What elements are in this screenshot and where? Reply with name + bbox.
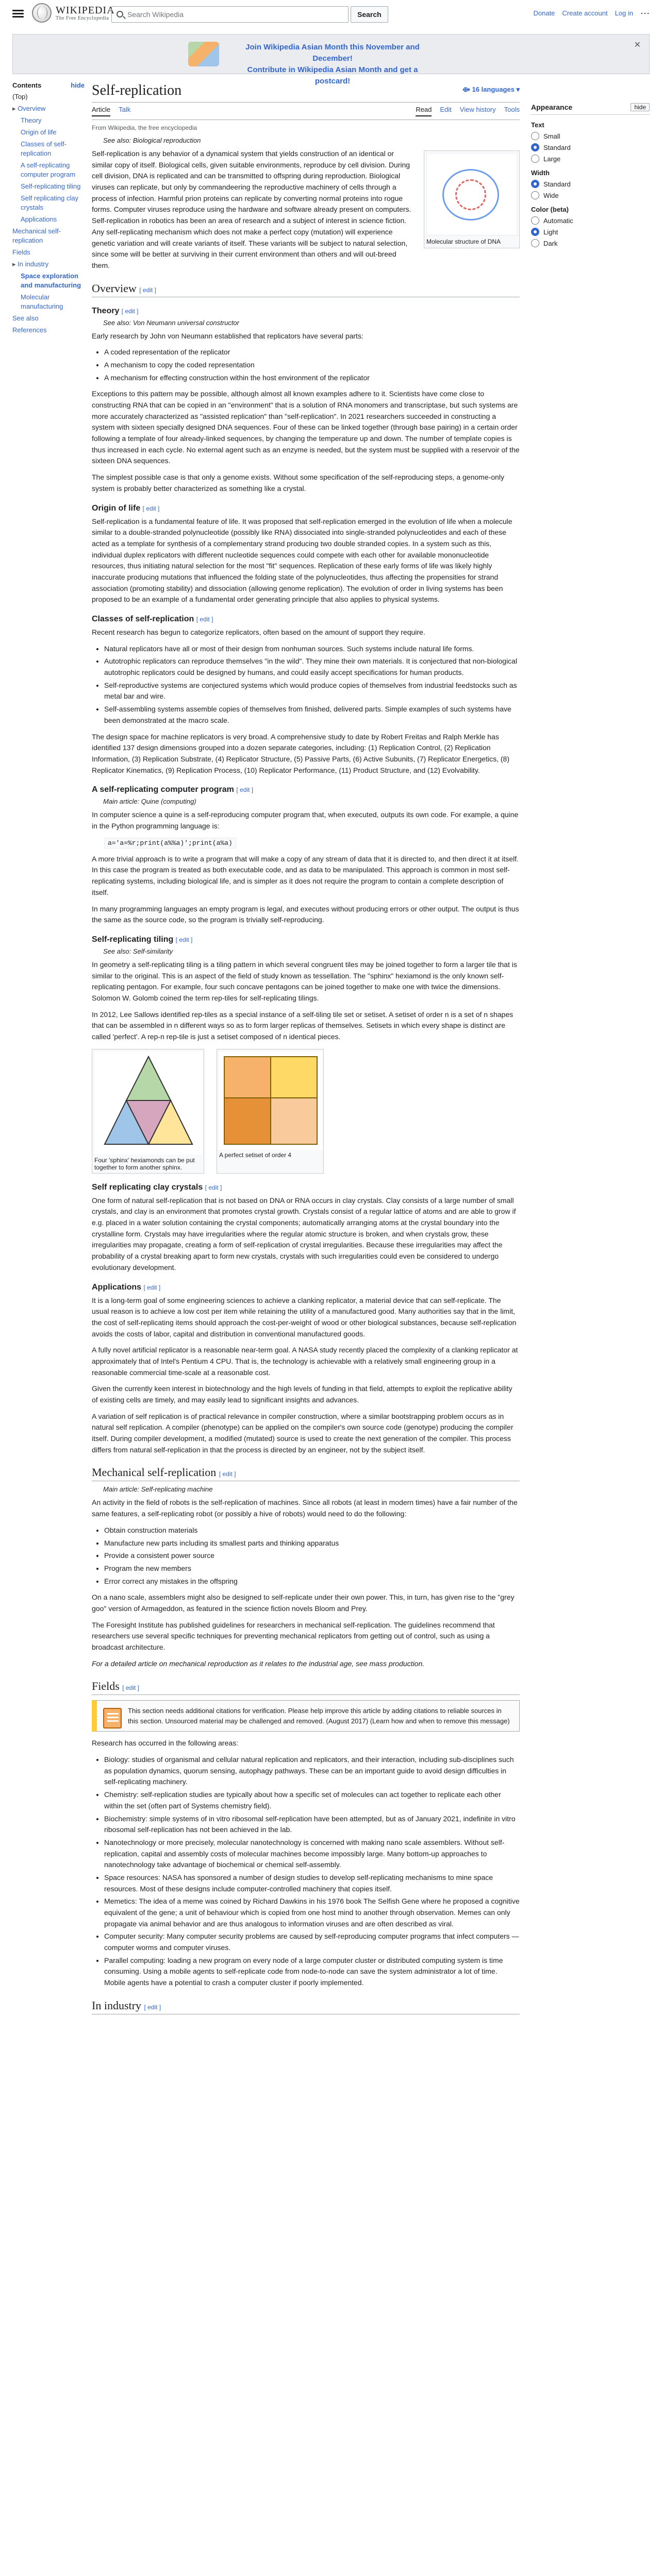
toc-hide-button[interactable]: hide — [71, 81, 85, 89]
toc-item[interactable]: References — [12, 326, 47, 334]
paragraph: In many programming languages an empty program is legal, and executes without producing errors or other output. The output is thus the same as the source code, so the program is trivially self-reproducing. — [92, 904, 519, 924]
appearance-hide-button[interactable]: hide — [631, 103, 650, 111]
tab-read[interactable]: Read — [416, 106, 432, 116]
search-icon — [117, 11, 123, 18]
list-item: • Self-assembling systems assemble copies of themselves from finished, delivered parts. Simple examples of such systems have been demonstrated at the macro scale. — [104, 704, 520, 726]
paragraph: Recent research has begun to categorize replicators, often based on the amount of support they require. — [92, 628, 425, 636]
appearance-title: Appearance — [531, 103, 573, 111]
heading-applications: Applications — [92, 1282, 142, 1292]
list-item: • Nanotechnology or more precisely, molecular nanotechnology is concerned with making nano scale assemblers. Without self-replication, capital and assembly costs of molecular machines become impossibly large. Many bottom-up approaches to nanotechnology take advantage of biochemical or chemical self-assembly. — [104, 1837, 520, 1871]
list-item: • Parallel computing: loading a new program on every node of a large computer cluster or distributed computing system is time consuming. Using a mobile agents to self-replicate code from node-to-node can save the system administrator a lot of time. Mobile agents have a potential to crash a computer cluster if poorly implemented. — [104, 1955, 520, 1989]
hatnote: See also: Biological reproduction — [103, 137, 201, 144]
toc-title: Contents — [12, 81, 42, 89]
width-label: Width — [531, 169, 550, 177]
appearance-panel — [531, 103, 650, 250]
theory-list — [92, 347, 520, 383]
toc-item[interactable]: (Top) — [12, 93, 28, 100]
heading-computer-program: A self-replicating computer program — [92, 785, 234, 794]
banner-illustration — [188, 42, 219, 66]
close-icon[interactable]: ✕ — [634, 41, 641, 49]
search-placeholder: Search Wikipedia — [127, 10, 184, 19]
radio-color-dark[interactable]: Dark — [531, 239, 650, 247]
page-title: Self-replication — [92, 82, 182, 98]
setiset-figure — [217, 1049, 324, 1174]
main-menu-button[interactable] — [12, 8, 24, 20]
toc-item[interactable]: Self replicating clay crystals — [21, 194, 78, 211]
radio-color-light[interactable]: Light — [531, 228, 650, 236]
paragraph: A more trivial approach is to write a program that will make a copy of any stream of data that it is directed to, and then direct it at itself. In this case the program is treated as both executable code, and as data to be manipulated. This approach is common in most self-replicating systems, including biological life, and is simpler as it does not require the program to contain a complete description of itself. — [92, 854, 519, 896]
tab-edit[interactable]: Edit — [440, 106, 452, 113]
paragraph: On a nano scale, assemblers might also be designed to self-replicate under their own power. This, in turn, has given rise to the "grey goo" version of Armageddon, as featured in the science fiction novels Bloom and Prey. — [92, 1593, 515, 1613]
tagline: The Free Encyclopedia — [56, 15, 109, 21]
list-item: • Obtain construction materials — [104, 1525, 520, 1536]
create-account-link[interactable]: Create account — [562, 9, 608, 17]
wordmark: WIKIPEDIA — [56, 4, 115, 16]
banner-line-1[interactable]: Join Wikipedia Asian Month this November and December! — [245, 43, 420, 63]
radio-width-wide[interactable]: Wide — [531, 191, 650, 199]
login-link[interactable]: Log in — [615, 9, 633, 17]
edit-link[interactable]: [ edit ] — [121, 307, 139, 315]
language-button[interactable]: ⟴ 16 languages ▾ — [462, 86, 520, 93]
list-item: • Biochemistry: simple systems of in vitro ribosomal self-replication have been attempted, but as of January 2021, indefinite in vitro ribosomal self-replication has not been achieved in the lab. — [104, 1814, 520, 1836]
list-item: • Autotrophic replicators can reproduce themselves "in the wild". They mine their own materials. It is conjectured that non-biological autotrophic replicators could be designed by humans, and could easily accept specifications for human products. — [104, 656, 520, 678]
list-item: • A coded representation of the replicator — [104, 347, 520, 358]
paragraph: A fully novel artificial replicator is a reasonable near-term goal. A NASA study recently placed the complexity of a clanking replicator at approximately that of Intel's Pentium 4 CPU. That is, the technology is achievable with a relatively small engineering group in a reasonable commercial time-scale at a reasonable cost. — [92, 1346, 518, 1377]
intro-paragraph: Self-replication is any behavior of a dynamical system that yields construction of an identical or similar copy of itself. Biological cells, given suitable environments, reproduce by cell division. During cell division, DNA is replicated and can be transmitted to offspring during reproduction. Biological viruses can replicate, but only by commandeering the reproductive machinery of cells through a process of infection. Harmful prion proteins can replicate by converting normal proteins into rogue forms. Computer viruses reproduce using the hardware and software already present on computers. Self-replication in robotics has been an area of research and a subject of interest in science fiction. Any self-replicating mechanism which does not make a perfect copy (mutation) will experience genetic variation and will create variants of itself. These variants will be subject to natural selection, since some will be better at surviving in their current environment than others and will out-breed them. — [92, 149, 411, 269]
paragraph: One form of natural self-replication that is not based on DNA or RNA occurs in clay crystals. Clay consists of a large number of small crystals, and clay is an environment that promotes crystal growth. Crystals consist of a regular lattice of atoms and are able to grow if e.g. placed in a water solution containing the crystal components; automatically arranging atoms at the crystal boundary into the crystalline form. Crystals may have irregularities where the regular atomic structure is broken, and when crystals grow, these irregularities may propagate, creating a form of self-replication of crystal irregularities. Because these irregularities may affect the probability of a crystal breaking apart to form new crystals, crystals with such irregularities could even be considered to undergo evolutionary development. — [92, 1196, 516, 1272]
sphinx-image[interactable] — [94, 1052, 203, 1155]
list-item: • Memetics: The idea of a meme was coined by Richard Dawkins in his 1976 book The Selfish Gene where he proposed a cognitive equivalent of the gene; a unit of behaviour which is copied from one host mind to another through observation. Memes can only propagate via animal behavior and are thus analogous to information viruses and are often described as viral. — [104, 1896, 520, 1929]
toc-item[interactable]: Theory — [21, 116, 42, 124]
fields-list — [92, 1754, 520, 1989]
toc-item[interactable]: Fields — [12, 248, 30, 256]
main-content — [92, 76, 520, 2019]
hatnote: See also: Self-similarity — [103, 947, 173, 955]
edit-link[interactable]: [ edit ] — [175, 936, 193, 943]
edit-link[interactable]: [ edit ] — [139, 286, 156, 294]
radio-color-automatic[interactable]: Automatic — [531, 216, 650, 225]
edit-link[interactable]: [ edit ] — [122, 1684, 139, 1692]
paragraph: For a detailed article on mechanical reproduction as it relates to the industrial age, see mass production. — [92, 1659, 425, 1668]
paragraph: Given the currently keen interest in biotechnology and the high levels of funding in that field, attempts to exploit the replicative ability of existing cells are timely, and may easily lead to significant insights and advances. — [92, 1384, 512, 1404]
paragraph: The simplest possible case is that only a genome exists. Without some specification of the self-reproducing steps, a genome-only system is probably better characterized as something like a crystal. — [92, 473, 504, 493]
edit-link[interactable]: [ edit ] — [142, 504, 160, 512]
list-item: • Biology: studies of organismal and cellular natural replication and replicators, and their interaction, including sub-disciplines such as population dynamics, quorum sensing, autophagy pathways. These can be an important guide to avoid design difficulties in self-replicating machinery. — [104, 1754, 520, 1788]
toc-item[interactable]: ▸ In industry — [12, 260, 85, 269]
paragraph: Research has occurred in the following areas: — [92, 1739, 239, 1748]
list-item: • A mechanism to copy the coded representation — [104, 360, 520, 371]
paragraph: It is a long-term goal of some engineering sciences to achieve a clanking replicator, a material device that can self-replicate. The usual reason is to achieve a low cost per item while retaining the utility of a manufactured good. Many authorities say that in the limit, the cost of self-replicating items should approach the cost-per-weight of wood or other biological substances, because self-replication avoids the costs of labor, capital and distribution in conventional manufactured goods. — [92, 1296, 517, 1338]
figure-caption: Four 'sphinx' hexiamonds can be put together to form another sphinx. — [94, 1156, 195, 1171]
paragraph: An activity in the field of robots is the self-replication of machines. Since all robots (at least in modern times) have a fair number of the same features, a self-replicating robot (or possibly a hive of robots) would need to do the following: — [92, 1498, 518, 1518]
paragraph: The design space for machine replicators is very broad. A comprehensive study to date by Robert Freitas and Ralph Merkle has identified 137 design dimensions grouped into a dozen separate categories, including: (1) Replication Control, (2) Replication Information, (3) Replication Substrate, (4) Replicator Structure, (5) Passive Parts, (6) Active Subunits, (7) Replicator Energetics, (8) Replicator Kinematics, (9) Replication Process, (10) Replicator Performance, (11) Product Structure, and (12) Evolvability. — [92, 732, 509, 774]
search-button[interactable]: Search — [351, 6, 388, 23]
citation-needed-box — [92, 1700, 520, 1732]
ambox-text: This section needs additional citations for verification. Please help improve this article by adding citations to reliable sources in this section. Unsourced material may be challenged and removed. (August 2017) (Learn how and when to remove this message) — [128, 1707, 510, 1725]
radio-text-standard[interactable]: Standard — [531, 143, 650, 151]
banner-line-2[interactable]: Contribute in Wikipedia Asian Month and get a postcard! — [247, 65, 418, 86]
dna-figure — [424, 150, 520, 248]
sphinx-figure — [92, 1049, 204, 1174]
site-header — [0, 0, 662, 29]
list-item: • Computer security: Many computer security problems are caused by self-reproducing computer programs that infect computers — computer worms and computer viruses. — [104, 1931, 520, 1953]
page-tabs — [92, 103, 520, 120]
heading-in-industry: In industry — [92, 1998, 141, 2012]
radio-width-standard[interactable]: Standard — [531, 180, 650, 188]
classes-list — [92, 643, 520, 726]
toc-item[interactable]: ▸ Overview — [12, 104, 85, 113]
hatnote: Main article: Quine (computing) — [103, 798, 196, 806]
width-section — [531, 169, 650, 199]
edit-link[interactable]: [ edit ] — [196, 616, 213, 623]
toc-item[interactable]: Applications — [21, 215, 57, 223]
edit-link[interactable]: [ edit ] — [219, 1470, 236, 1478]
toc-item[interactable]: Self-replicating tiling — [21, 182, 81, 190]
radio-text-small[interactable]: Small — [531, 132, 650, 140]
edit-link[interactable]: [ edit ] — [143, 1283, 161, 1291]
toc-item[interactable]: Space exploration and manufacturing — [21, 272, 81, 289]
text-size-label: Text — [531, 121, 544, 129]
toc-item[interactable]: Molecular manufacturing — [21, 293, 63, 310]
paragraph: Self-replication is a fundamental feature of life. It was proposed that self-replication emerged in the evolution of life when a molecule similar to a double-stranded polynucleotide (possibly like RNA) dissociated into single-stranded polynucleotides and each of these acted as a template for synthesis of a complementary strand producing two double stranded copies. In a system such as this, individual duplex replicators with different nucleotide sequences could compete with each other for available mononucleotide resources, thus initiating natural selection for the most "fit" sequences. Replication of these early forms of life was likely highly inaccurate producing mutations that influenced the folding state of the polynucleotides, thus affecting the propensities for strand association (promoting stability) and dissociation (allowing genome replication). The evolution of order in living systems has been proposed to be an example of a fundamental order generating principle that also applies to physical systems. — [92, 517, 512, 604]
list-item: • Natural replicators have all or most of their design from nonhuman sources. Such systems include natural life forms. — [104, 643, 520, 655]
paragraph: In geometry a self-replicating tiling is a tiling pattern in which several congruent tiles may be joined together to form a larger tile that is similar to the original. This is an aspect of the field of study known as tessellation. The "sphinx" hexiamond is the only known self-replicating pentagon. For example, four such concave pentagons can be joined together to make one with twice the dimensions. Solomon W. Golomb coined the term rep-tiles for self-replicating tilings. — [92, 960, 517, 1002]
heading-overview: Overview — [92, 281, 137, 295]
figure-caption: Molecular structure of DNA — [426, 238, 501, 245]
toc-item[interactable]: A self-replicating computer program — [21, 161, 76, 178]
globe-icon — [32, 3, 52, 23]
quine-code: a='a=%r;print(a%%a)';print(a%a) — [104, 838, 236, 849]
hatnote: Main article: Self-replicating machine — [103, 1485, 213, 1494]
heading-classes: Classes of self-replication — [92, 615, 194, 623]
paragraph: A variation of self replication is of practical relevance in compiler construction, where a similar bootstrapping problem occurs as in natural self replication. A compiler (phenotype) can be applied on the compiler's own source code (genotype) producing the compiler itself. During compiler development, a modified (mutated) source is used to create the next generation of the compiler. This process differs from natural self-replication in that the process is directed by an engineer, not by the subject itself. — [92, 1412, 514, 1454]
more-options-icon[interactable]: ⋯ — [640, 8, 650, 19]
mech-list — [92, 1525, 520, 1587]
edit-link[interactable]: [ edit ] — [144, 2003, 161, 2011]
edit-link[interactable]: [ edit ] — [205, 1183, 222, 1191]
book-icon — [103, 1708, 122, 1728]
toc-item[interactable]: Classes of self-replication — [21, 140, 67, 157]
list-item: • Error correct any mistakes in the offspring — [104, 1576, 520, 1587]
list-item: • Self-reproductive systems are conjectured systems which would produce copies of themselves from industrial feedstocks such as metal bar and wire. — [104, 680, 520, 702]
tab-tools[interactable]: Tools — [504, 106, 520, 113]
edit-link[interactable]: [ edit ] — [236, 786, 254, 794]
wikipedia-logo[interactable] — [32, 3, 115, 23]
heading-fields: Fields — [92, 1680, 120, 1693]
heading-tiling: Self-replicating tiling — [92, 935, 174, 944]
donate-link[interactable]: Donate — [533, 9, 555, 17]
text-size-section — [531, 121, 650, 163]
toc-item[interactable]: Origin of life — [21, 128, 57, 136]
color-section — [531, 206, 650, 247]
heading-clay-crystals: Self replicating clay crystals — [92, 1182, 203, 1192]
hatnote: See also: Von Neumann universal constructor — [103, 318, 239, 327]
tab-view-history[interactable]: View history — [459, 106, 496, 113]
toc-item[interactable]: Mechanical self-replication — [12, 227, 61, 244]
paragraph: Early research by John von Neumann established that replicators have several parts: — [92, 331, 363, 340]
list-item: • Space resources: NASA has sponsored a number of design studies to develop self-replicating mechanisms to mine space resources. Most of these designs include computer-controlled machinery that copies itself. — [104, 1872, 520, 1894]
list-item: • Chemistry: self-replication studies are typically about how a specific set of molecules can act together to replicate each other within the set (often part of Systems chemistry field). — [104, 1789, 520, 1811]
dna-image[interactable] — [426, 153, 517, 235]
table-of-contents — [12, 81, 85, 337]
color-label: Color (beta) — [531, 206, 569, 213]
paragraph: The Foresight Institute has published guidelines for researchers in mechanical self-replication. The guidelines recommend that researchers use several specific techniques for preventing mechanical replicators from getting out of control, such as using a broadcast architecture. — [92, 1620, 495, 1652]
paragraph: In computer science a quine is a self-reproducing computer program that, when executed, outputs its own code. For example, a quine in the Python programming language is: — [92, 810, 519, 830]
figure-caption: A perfect setiset of order 4 — [219, 1151, 292, 1159]
heading-origin-of-life: Origin of life — [92, 503, 141, 513]
tiling-figures — [92, 1049, 520, 1174]
list-item: • Manufacture new parts including its smallest parts and thinking apparatus — [104, 1538, 520, 1549]
setiset-image[interactable] — [219, 1052, 322, 1149]
list-item: • Program the new members — [104, 1563, 520, 1574]
heading-mechanical: Mechanical self-replication — [92, 1466, 217, 1479]
list-item: • A mechanism for effecting construction within the host environment of the replicator — [104, 372, 520, 384]
toc-item[interactable]: See also — [12, 314, 39, 322]
user-links — [533, 9, 650, 17]
radio-text-large[interactable]: Large — [531, 155, 650, 163]
tab-talk[interactable]: Talk — [119, 106, 131, 113]
tagline-from: From Wikipedia, the free encyclopedia — [92, 124, 197, 131]
paragraph: Exceptions to this pattern may be possible, although almost all known examples adhere to it. Scientists have come close to constructing RNA that can be copied in an "environment" that is a solution of RNA monomers and transcriptase, but such systems are more accurately characterized as "assisted replication" than "self-replication". In 2021 researchers succeeded in constructing a system with sixteen specially designed DNA sequences. Four of these can be linked together (through base pairing) in a certain order following a template of four already-linked sequences, by changing the temperature up and down. The number of template copies is thus increased in each cycle. No external agent such as an enzyme is needed, but the system must be supplied with a reservoir of the sixteen DNA sequences. — [92, 389, 520, 465]
list-item: • Provide a consistent power source — [104, 1550, 520, 1562]
search-input[interactable] — [111, 6, 349, 23]
paragraph: In 2012, Lee Sallows identified rep-tiles as a special instance of a self-tiling tile set or setiset. A setiset of order n is a set of n shapes that can be assembled in n different ways so as to form larger replicas of themselves. Setisets in which every shape is distinct are called 'perfect'. A rep-n rep-tile is just a setiset composed of n identical pieces. — [92, 1010, 514, 1041]
heading-theory: Theory — [92, 306, 120, 315]
tab-article[interactable]: Article — [92, 106, 110, 116]
